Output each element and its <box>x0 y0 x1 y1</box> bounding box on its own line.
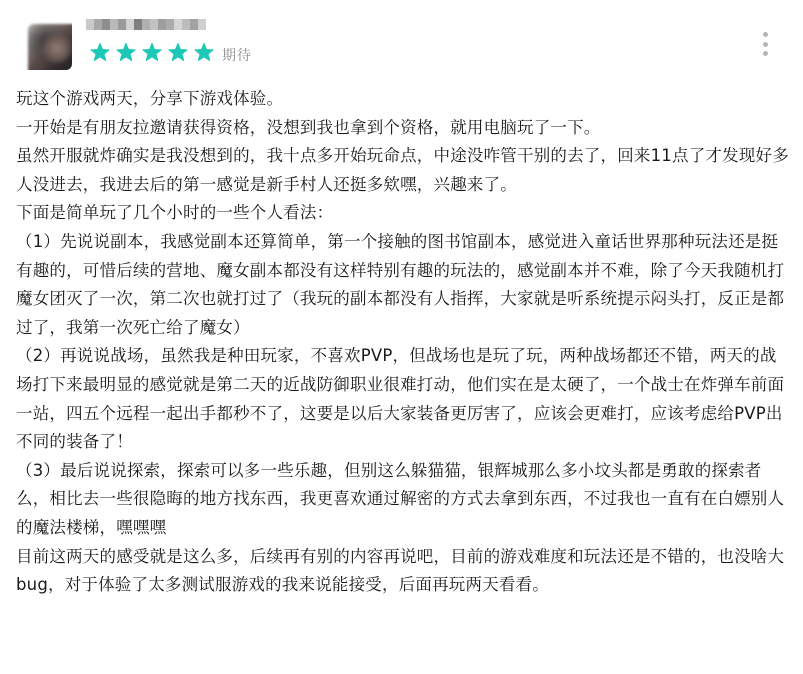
username-pixel <box>150 19 158 30</box>
username-pixel <box>110 19 118 30</box>
star-icon <box>141 42 163 64</box>
username-blurred[interactable] <box>86 19 206 30</box>
username-pixel <box>190 19 198 30</box>
star-icon <box>115 42 137 64</box>
review-paragraph: 一开始是有朋友拉邀请获得资格，没想到我也拿到个资格，就用电脑玩了一下。 <box>16 117 601 137</box>
star-icon <box>193 42 215 64</box>
username-pixel <box>118 19 126 30</box>
star-icon <box>89 42 111 64</box>
more-dot <box>763 42 768 47</box>
username-pixel <box>182 19 190 30</box>
more-dot <box>763 32 768 37</box>
review-paragraph: 目前这两天的感受就是这么多，后续再有别的内容再说吧，目前的游戏难度和玩法还是不错的，也没啥大bug，对于体验了太多测试服游戏的我来说能接受，后面再玩两天看看。 <box>16 546 785 595</box>
username-pixel <box>134 19 142 30</box>
review-paragraph: 玩这个游戏两天，分享下游戏体验。 <box>16 89 284 108</box>
review-paragraph: （3）最后说说探索，探索可以多一些乐趣，但别这么躲猫猫，银辉城那么多小坟头都是勇敢的探索者么，相比去一些很隐晦的地方找东西，我更喜欢通过解密的方式去拿到东西，不过我也一直有在白嫖别人的魔法楼梯，嘿嘿嘿 <box>16 460 785 537</box>
username-pixel <box>198 19 206 30</box>
avatar[interactable] <box>14 12 72 70</box>
review-paragraph: 下面是简单玩了几个小时的一些个人看法： <box>16 203 334 223</box>
review-paragraph: （1）先说说副本，我感觉副本还算简单，第一个接触的图书馆副本，感觉进入童话世界那种玩法还是挺有趣的，可惜后续的营地、魔女副本都没有这样特别有趣的玩法的，感觉副本并不难，除了今天我随机打魔女团灭了一次，第二次也就打过了（我玩的副本都没有人指挥，大家就是听系统提示闷头打，反正是都过了，我第一次死亡给了魔女） <box>16 231 785 337</box>
username-pixel <box>142 19 150 30</box>
more-dot <box>763 51 768 56</box>
review-paragraph: 虽然开服就炸确实是我没想到的，我十点多开始玩命点，中途没咋管干别的去了，回来11点了才发现好多人没进去，我进去后的第一感觉是新手村人还挺多欸嘿，兴趣来了。 <box>16 146 789 194</box>
more-options-icon[interactable] <box>757 32 773 56</box>
username-pixel <box>166 19 174 30</box>
username-pixel <box>94 19 102 30</box>
avatar-image <box>28 24 72 70</box>
username-pixel <box>174 19 182 30</box>
username-pixel <box>102 19 110 30</box>
status-label: 期待 <box>222 48 252 64</box>
review-paragraph: （2）再说说战场，虽然我是种田玩家，不喜欢PVP，但战场也是玩了玩，两种战场都还不错，两天的战场打下来最明显的感觉就是第二天的近战防御职业很难打动，他们实在是太硬了，一个战士在炸弹车前面一站，四五个远程一起出手都秒不了，这要是以后大家装备更厉害了，应该会更难打，应该考虑给PVP出不同的装备了！ <box>16 346 785 452</box>
review-content <box>16 85 791 600</box>
username-pixel <box>126 19 134 30</box>
star-icon <box>167 42 189 64</box>
username-pixel <box>86 19 94 30</box>
star-rating <box>89 42 215 64</box>
username-pixel <box>158 19 166 30</box>
